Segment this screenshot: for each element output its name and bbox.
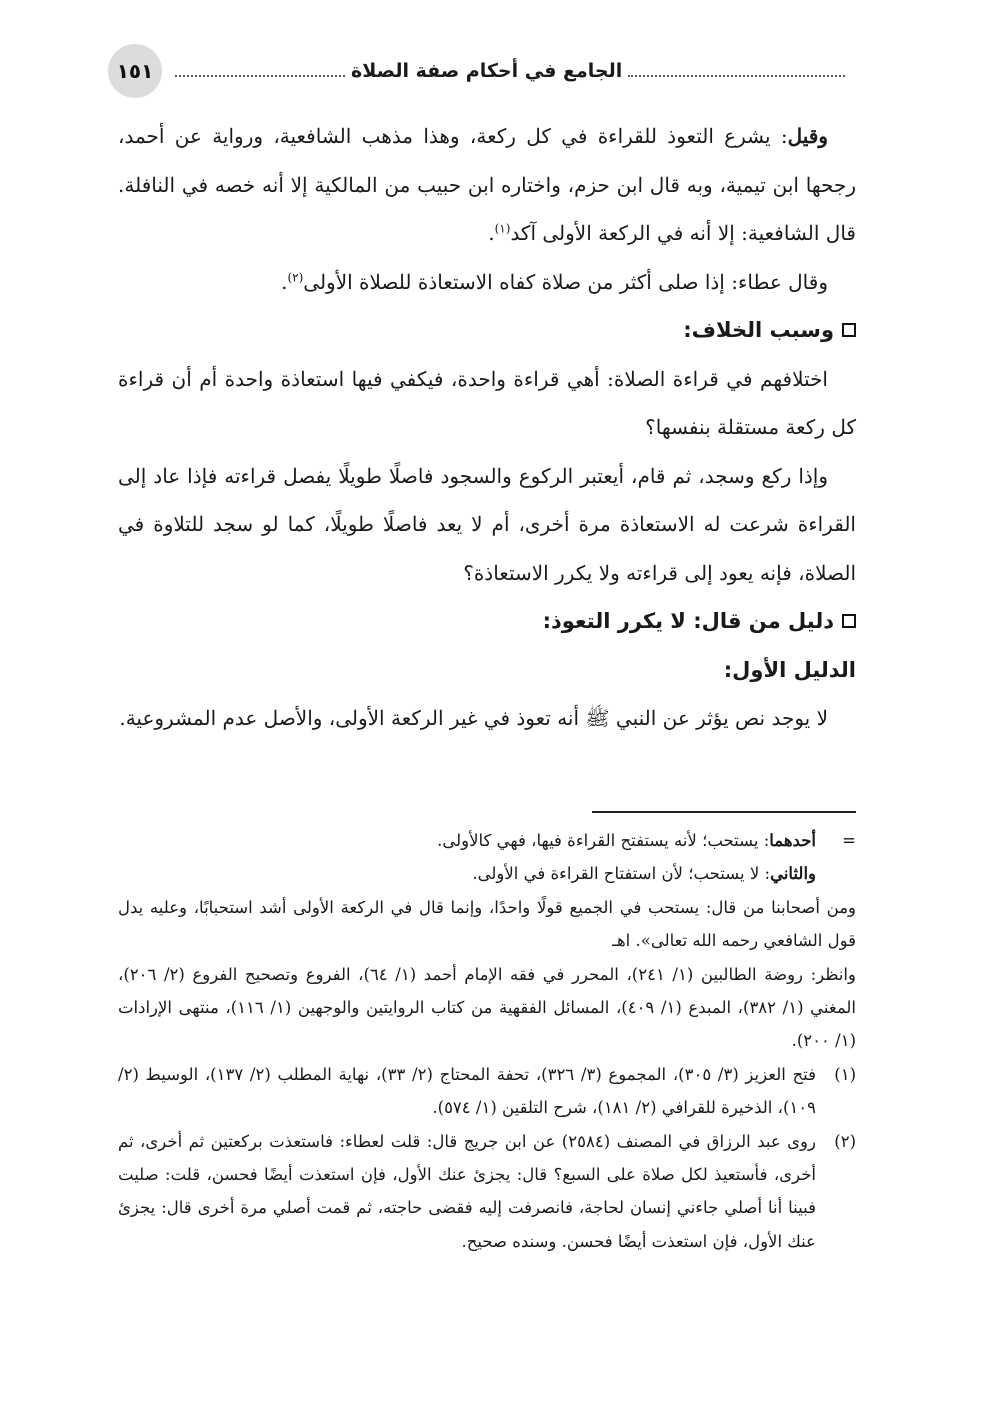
paragraph-question: وإذا ركع وسجد، ثم قام، أيعتبر الركوع والسجود فاصلًا طويلًا يفصل قراءته فإذا عاد إلى القراءة شرعت له الاستعاذة مرة أخرى، أم لا يعد فاصلًا طويلًا، كما لو سجد للتلاوة في الصلاة، فإنه يعود إلى قراءته ولا يكرر الاستعاذة؟	[118, 463, 856, 585]
footnote-number: (١)	[834, 1064, 856, 1084]
paragraph-end: .	[281, 269, 288, 294]
paragraph-end: .	[488, 221, 495, 245]
footnote-line	[118, 824, 816, 857]
page-number: ١٥١	[108, 44, 162, 98]
footnote-paragraph: ومن أصحابنا من قال: يستحب في الجميع قولًا واحدًا، وإنما قال في الركعة الأولى أشد استحبابًا، وعليه يدل قول الشافعي رحمه الله تعالى». اهـ	[118, 897, 856, 951]
running-header	[175, 54, 845, 88]
footnote-text: فتح العزيز (٣/ ٣٠٥)، المجموع (٣/ ٣٢٦)، تحفة المحتاج (٢/ ٣٣)، نهاية المطلب (٢/ ١٣٧)، الوسيط (٢/ ١٠٩)، الذخيرة للقرافي (٢/ ١٨١)، شرح التلقين (١/ ٥٧٤).	[118, 1064, 816, 1118]
square-bullet-icon	[842, 614, 856, 628]
paragraph-evidence: لا يوجد نص يؤثر عن النبي ﷺ أنه تعوذ في غير الركعة الأولى، والأصل عدم المشروعية.	[119, 706, 828, 730]
heading-reason	[118, 306, 856, 355]
book-title: الجامع في أحكام صفة الصلاة	[351, 60, 623, 82]
footnote-bold-term: أحدهما	[769, 831, 816, 850]
footnote-separator	[592, 811, 856, 813]
main-text	[118, 112, 856, 743]
paragraph-ata	[118, 258, 856, 307]
paragraph-text: وقال عطاء: إذا صلى أكثر من صلاة كفاه الاستعاذة للصلاة الأولى	[303, 269, 828, 294]
continuation-mark: =	[842, 831, 856, 850]
footnote-text: : يستحب؛ لأنه يستفتح القراءة فيها، فهي كالأولى.	[437, 831, 770, 850]
heading-evidence-text: دليل من قال: لا يكرر التعوذ:	[542, 609, 834, 633]
footnote-text: روى عبد الرزاق في المصنف (٢٥٨٤) عن ابن جريج قال: قلت لعطاء: فاستعذت بركعتين ثم أخرى، ثم أخرى، فأستعيذ لكل صلاة على السبع؟ قال: يجزئ عنك الأول، فإن استعذت أيضًا فحسن، قلت: صليت فبينا أنا أصلي جاءني إنسان لحاجة، فانصرفت إليه فقضى حاجته، ثم قمت أصلي مرة أخرى قال: يجزئ عنك الأول، فإن استعذت أيضًا فحسن. وسنده صحيح.	[118, 1131, 816, 1251]
header-dots-left	[175, 75, 345, 77]
footnote-paragraph: وانظر: روضة الطالبين (١/ ٢٤١)، المحرر في فقه الإمام أحمد (١/ ٦٤)، الفروع وتصحيح الفروع (٢/ ٢٠٦)، المغني (١/ ٣٨٢)، المبدع (١/ ٤٠٩)، المسائل الفقهية من كتاب الروايتين والوجهين (١/ ١١٦)، منتهى الإرادات (١/ ٢٠٠).	[118, 964, 856, 1051]
heading-reason-text: وسبب الخلاف:	[683, 318, 834, 342]
footnote-line	[118, 857, 816, 890]
footnote-number: (٢)	[834, 1131, 856, 1151]
footnote-2	[118, 1125, 856, 1259]
paragraph-text: : يشرع التعوذ للقراءة في كل ركعة، وهذا مذهب الشافعية، ورواية عن أحمد، رجحها ابن تيمية، وبه قال ابن حزم، واختاره ابن حبيب من المالكية إلا أنه خصه في النافلة. قال الشافعية: إلا أنه في الركعة الأولى آكد	[118, 124, 856, 245]
footnotes	[118, 824, 856, 1258]
heading-evidence	[118, 597, 856, 646]
footnote-continuation	[118, 824, 856, 891]
paragraph-lead: وقيل	[787, 124, 828, 148]
paragraph-difference: اختلافهم في قراءة الصلاة: أهي قراءة واحدة، فيكفي فيها استعاذة واحدة أم أن قراءة كل ركعة مستقلة بنفسها؟	[118, 366, 856, 439]
footnote-bold-term: والثاني	[770, 864, 816, 884]
footnote-1	[118, 1058, 856, 1125]
square-bullet-icon	[842, 323, 856, 337]
header-dots-right	[628, 75, 845, 77]
footnote-text: : لا يستحب؛ لأن استفتاح القراءة في الأولى.	[472, 864, 771, 884]
heading-first-evidence: الدليل الأول:	[723, 657, 856, 682]
paragraph-opinion	[118, 112, 856, 258]
footnote-ref-2[interactable]: (٢)	[287, 269, 304, 284]
footnote-ref-1[interactable]: (١)	[494, 221, 511, 236]
